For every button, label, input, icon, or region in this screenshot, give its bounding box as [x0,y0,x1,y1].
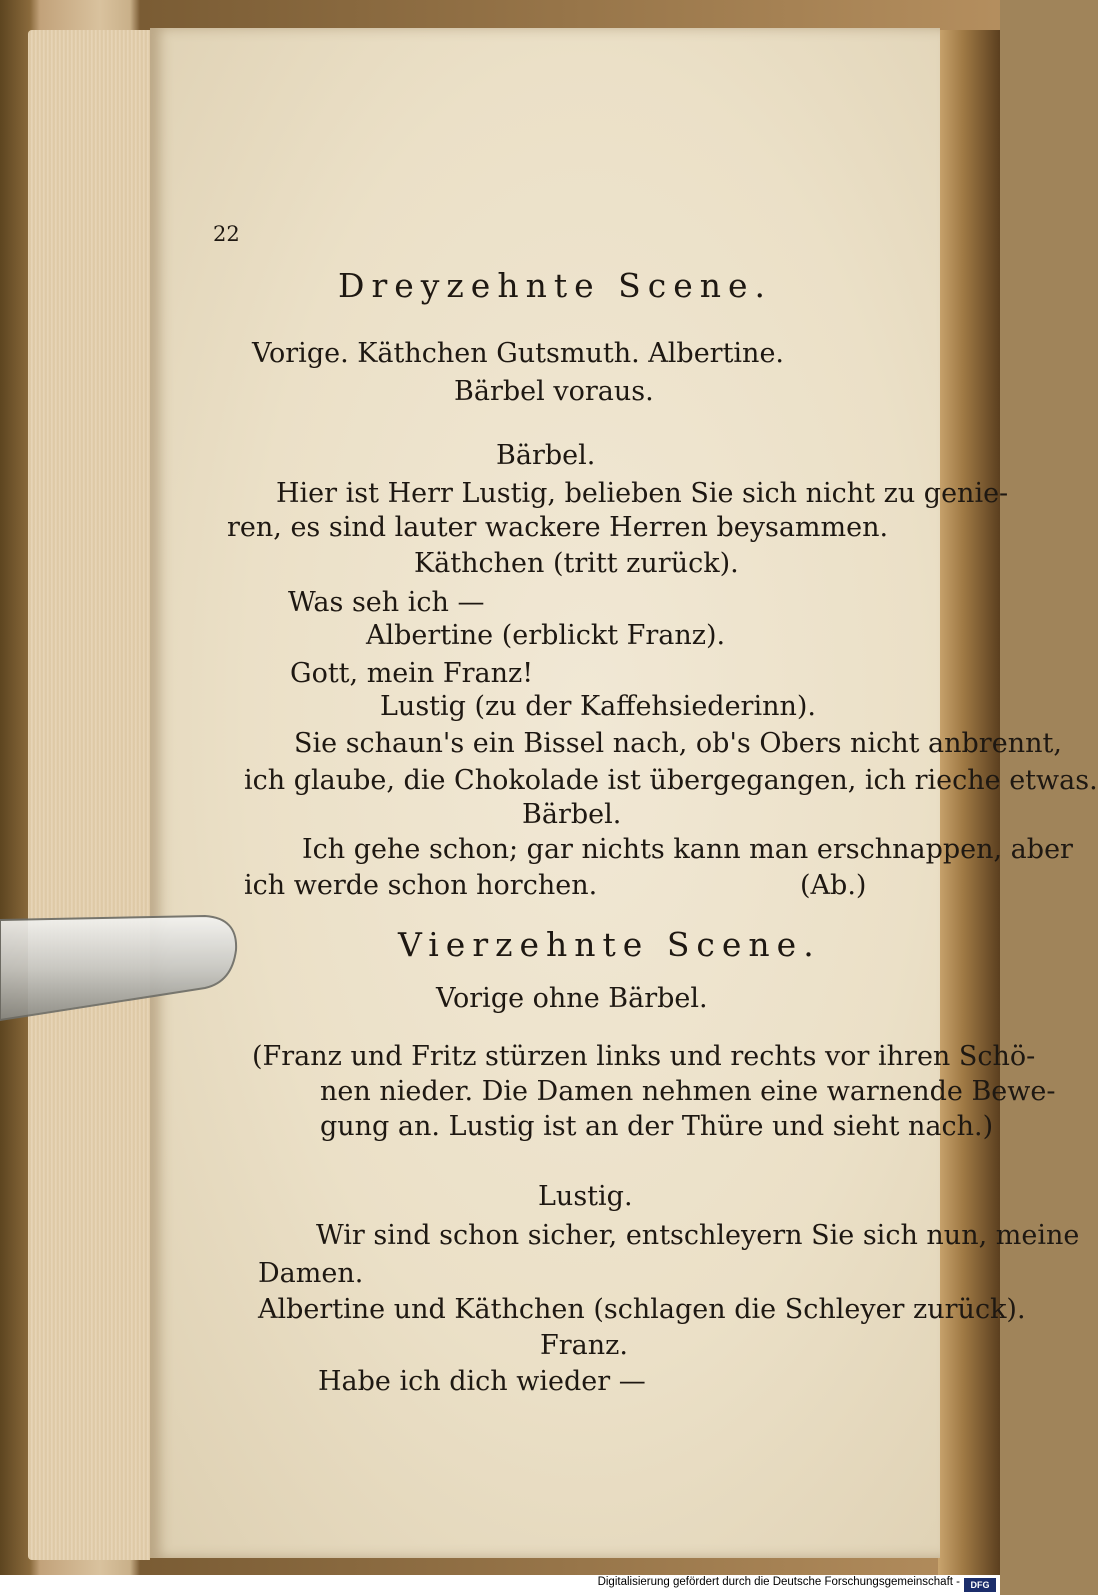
book-cover-edge [938,30,1000,1575]
speaker-name: Albertine und Käthchen (schlagen die Schleyer zurück). [258,1294,1026,1325]
dialogue-line: ich glaube, die Chokolade ist übergegangen, ich rieche etwas. [244,765,1098,796]
stage-direction: (Ab.) [800,870,867,901]
scene-heading: Dreyzehnte Scene. [338,266,772,305]
dialogue-line: Hier ist Herr Lustig, belieben Sie sich nicht zu genie- [276,478,1009,509]
footer-bar [0,1575,1000,1595]
dialogue-line: Damen. [258,1258,364,1289]
page-holder-clip [0,910,240,1030]
stage-direction: gung an. Lustig ist an der Thüre und sieht nach.) [320,1111,994,1142]
dfg-logo: DFG [964,1578,996,1592]
speaker-name: Albertine (erblickt Franz). [366,620,726,651]
dialogue-line: Habe ich dich wieder — [318,1366,646,1397]
speaker-name: Lustig (zu der Kaffehsiederinn). [380,691,816,722]
dialogue-line: Sie schaun's ein Bissel nach, ob's Obers nicht anbrennt, [294,728,1062,759]
speaker-name: Käthchen (tritt zurück). [414,548,739,579]
dialogue-line: Was seh ich — [288,587,485,618]
character-list: Vorige ohne Bärbel. [436,983,708,1014]
dialogue-line: ich werde schon horchen. [244,870,598,901]
character-list: Vorige. Käthchen Gutsmuth. Albertine. [252,338,785,369]
dialogue-line: Gott, mein Franz! [290,658,534,689]
funding-notice: Digitalisierung gefördert durch die Deutsche Forschungsgemeinschaft - [597,1576,960,1588]
speaker-name: Lustig. [538,1181,633,1212]
book-page [150,28,1098,1558]
dialogue-line: Ich gehe schon; gar nichts kann man erschnappen, aber [302,834,1073,865]
stage-direction: nen nieder. Die Damen nehmen eine warnende Bewe- [320,1076,1056,1107]
dialogue-line: ren, es sind lauter wackere Herren beysammen. [227,512,889,543]
speaker-name: Bärbel. [496,440,596,471]
stage-note: Bärbel voraus. [454,376,654,407]
speaker-name: Bärbel. [522,799,622,830]
scene-heading: Vierzehnte Scene. [398,925,821,964]
speaker-name: Franz. [540,1330,628,1361]
stage-direction: (Franz und Fritz stürzen links und rechts vor ihren Schö- [252,1041,1036,1072]
page-edges [28,30,150,1560]
dialogue-line: Wir sind schon sicher, entschleyern Sie sich nun, meine [316,1220,1080,1251]
page-number: 22 [213,222,240,246]
